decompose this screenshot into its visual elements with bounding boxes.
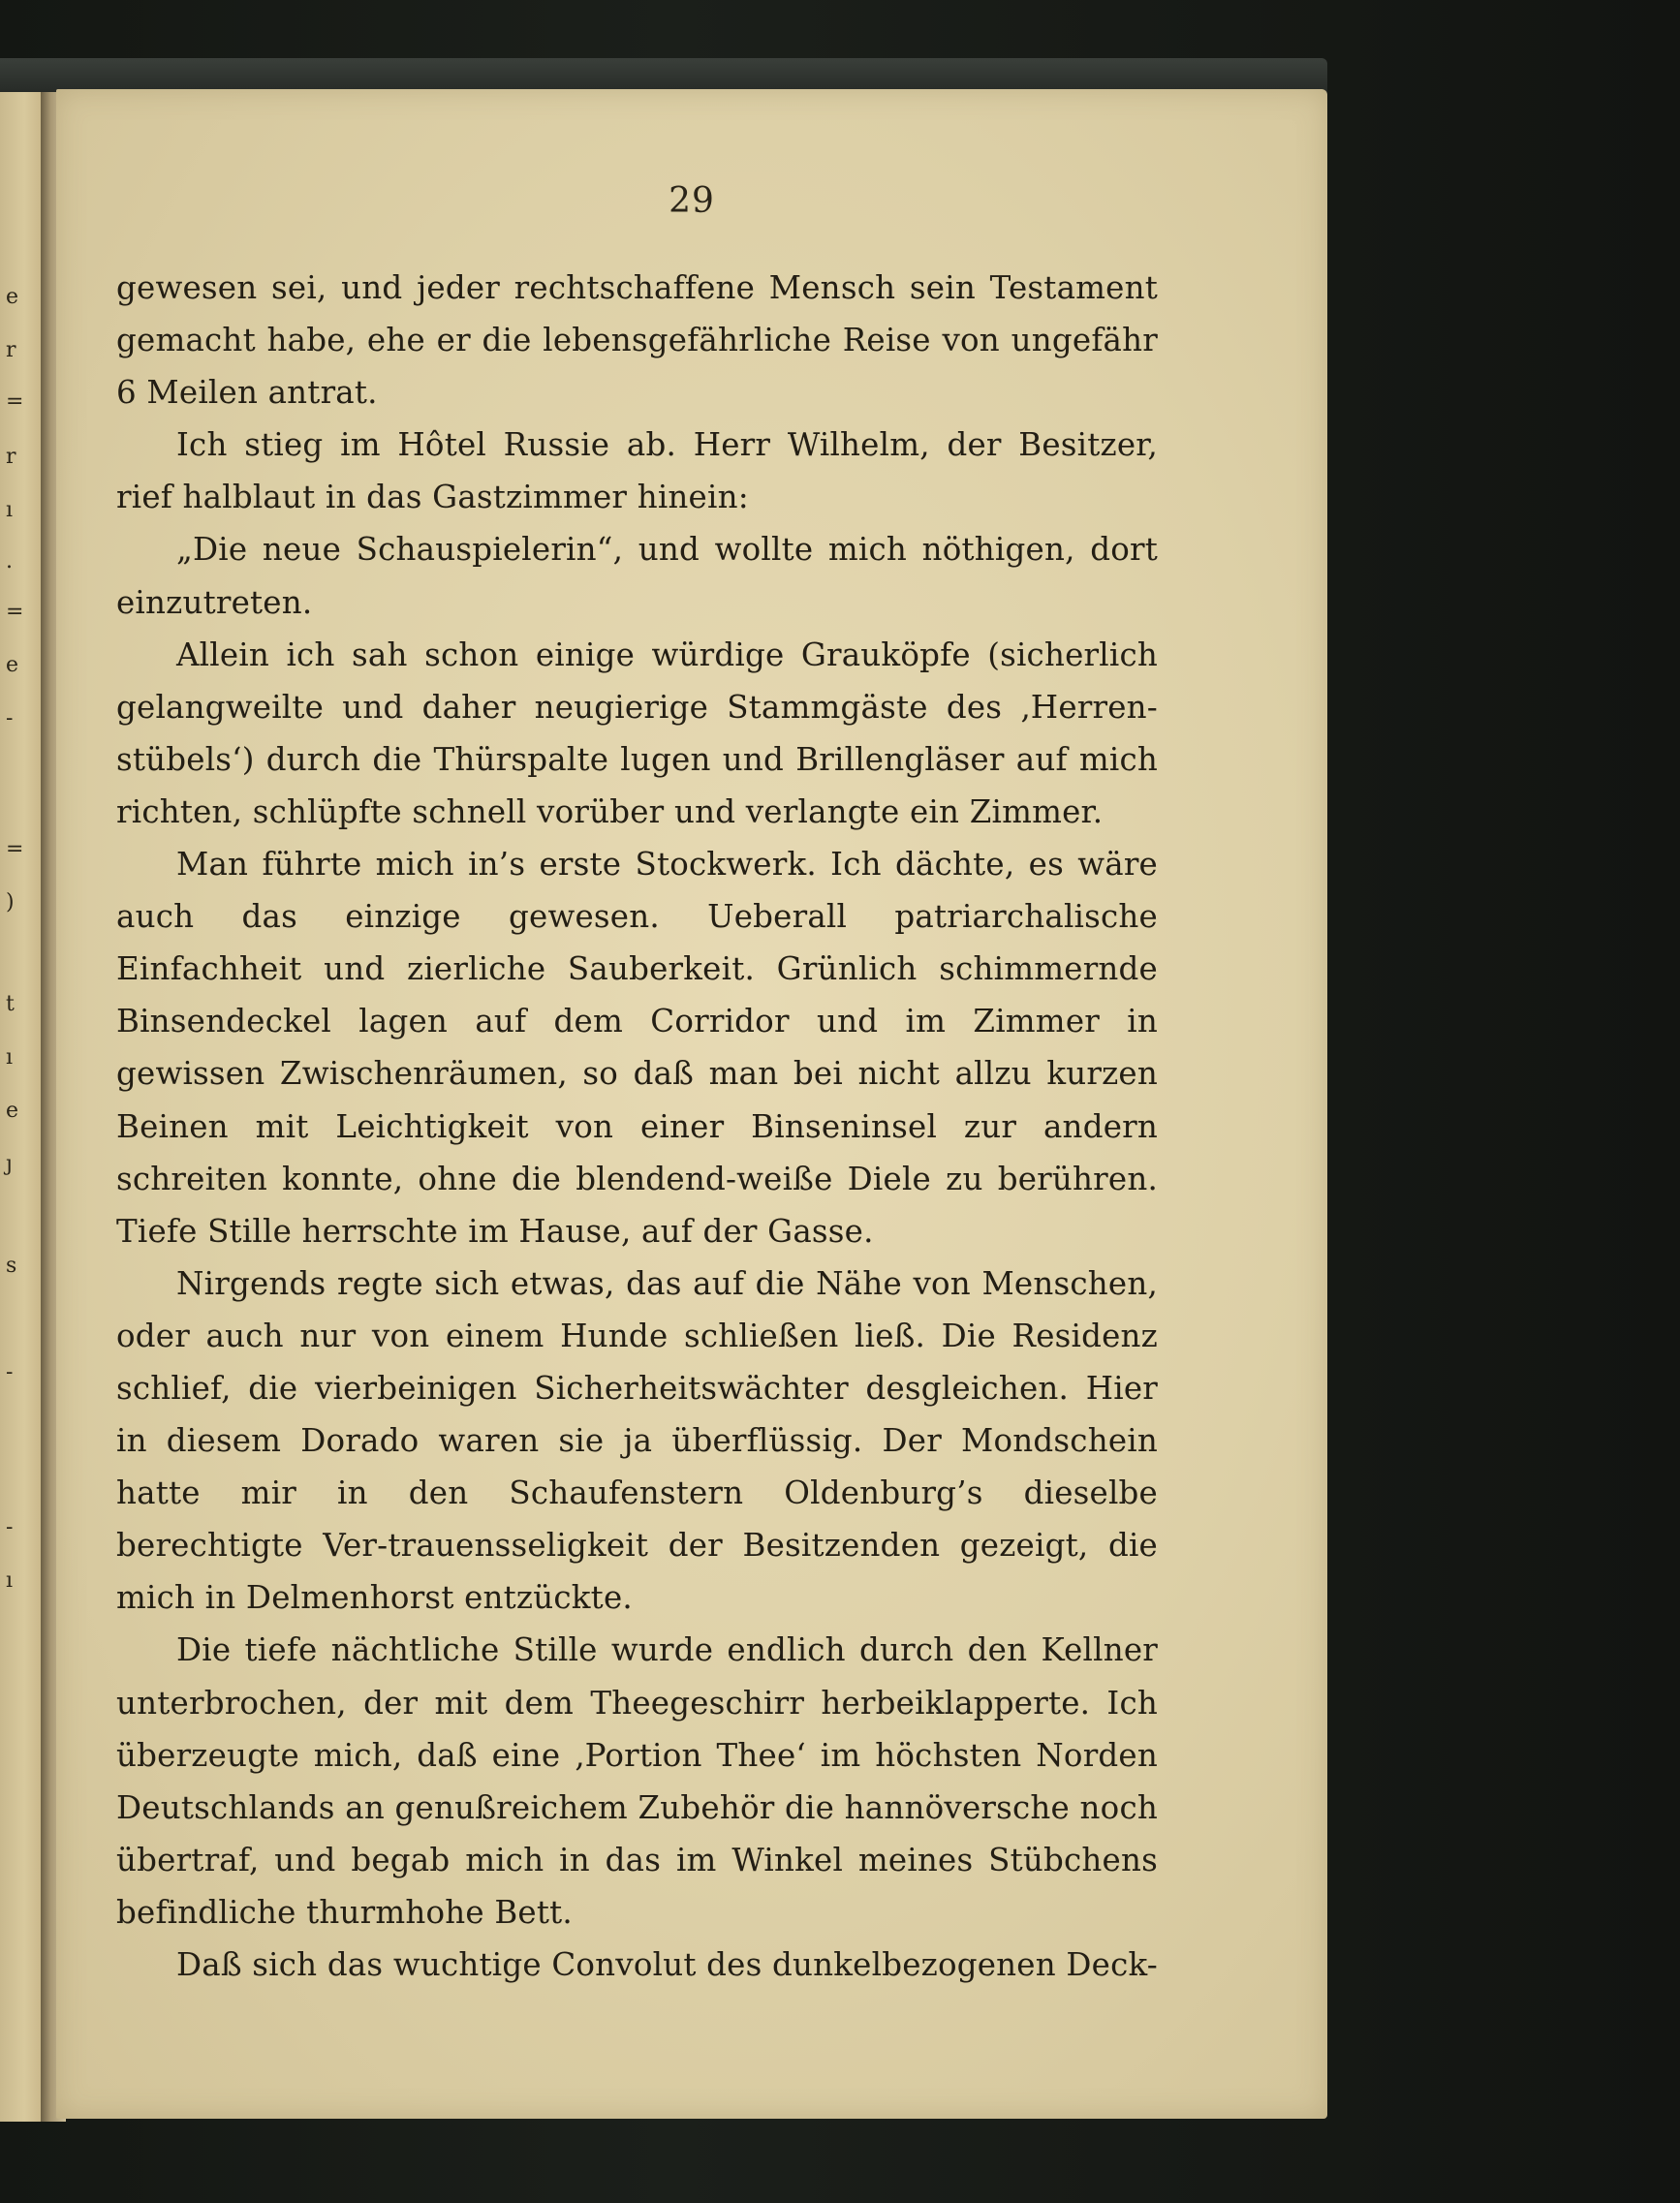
paragraph: Ich stieg im Hôtel Russie ab. Herr Wilhelm, der Besitzer, rief halblaut in das Gastzimmer hinein: [116, 426, 1158, 516]
paragraph: „Die neue Schauspielerin“, und wollte mich nöthigen, dort einzutreten. [116, 531, 1158, 621]
previous-page-glyph: = [6, 600, 24, 624]
paragraph: Die tiefe nächtliche Stille wurde endlich durch den Kellner unterbrochen, der mit dem Theegeschirr herbeiklapperte. Ich überzeugte mich, daß eine ‚Portion Thee‘ im höchsten Norden Deutschlands an genußreichem Zubehör die hannöversche noch übertraf, und begab mich in das im Winkel meines Stübchens befindliche thurmhohe Bett. [116, 1631, 1158, 1931]
body-text [116, 262, 1158, 1991]
previous-page-glyph: ı [6, 498, 14, 522]
previous-page-glyph: - [6, 1515, 14, 1539]
previous-page-glyph: r [6, 445, 16, 469]
previous-page-edge [0, 92, 43, 2122]
previous-page-glyph: r [6, 338, 16, 362]
previous-page-glyph: e [6, 653, 19, 677]
previous-page-glyph: ȷ [6, 1152, 13, 1176]
previous-page-glyph: = [6, 389, 24, 414]
previous-page-glyph: - [6, 706, 14, 730]
paragraph: gewesen sei, und jeder rechtschaffene Mensch sein Testament gemacht habe, ehe er die lebensgefährliche Reise von ungefähr 6 Meilen antrat. [116, 269, 1158, 412]
previous-page-glyph: ) [6, 890, 15, 915]
book-page [56, 89, 1327, 2119]
paragraph: Nirgends regte sich etwas, das auf die Nähe von Menschen, oder auch nur von einem Hunde schließen ließ. Die Residenz schlief, die vierbeinigen Sicherheitswächter desgleichen. Hier in diesem Dorado waren sie ja überflüssig. Der Mondschein hatte mir in den Schaufenstern Oldenburg’s dieselbe berechtigte Ver-trauensseligkeit der Besitzenden gezeigt, die mich in Delmenhorst entzückte. [116, 1264, 1158, 1617]
previous-page-glyph: ı [6, 1568, 14, 1593]
paragraph: Daß sich das wuchtige Convolut des dunkelbezogenen Deck- [176, 1946, 1158, 1983]
previous-page-glyph: s [6, 1254, 17, 1278]
previous-page-glyph: . [6, 549, 13, 574]
previous-page-glyph: - [6, 1360, 14, 1384]
page-number: 29 [669, 181, 715, 221]
previous-page-glyph: t [6, 992, 15, 1016]
paragraph: Man führte mich in’s erste Stockwerk. Ich dächte, es wäre auch das einzige gewesen. Ueberall patriarchalische Einfachheit und zierliche Sauberkeit. Grünlich schimmernde Binsendeckel lagen auf dem Corridor und im Zimmer in gewissen Zwischenräumen, so daß man bei nicht allzu kurzen Beinen mit Leichtigkeit von einer Binseninsel zur andern schreiten konnte, ohne die blendend-weiße Diele zu berühren. Tiefe Stille herrschte im Hause, auf der Gasse. [116, 846, 1158, 1250]
paragraph: Allein ich sah schon einige würdige Grauköpfe (sicherlich gelangweilte und daher neugierige Stammgäste des ‚Herren-stübels‘) durch die Thürspalte lugen und Brillengläser auf mich richten, schlüpfte schnell vorüber und verlangte ein Zimmer. [116, 636, 1158, 830]
previous-page-glyph: e [6, 285, 19, 309]
previous-page-glyph: = [6, 837, 24, 861]
previous-page-glyph: ı [6, 1045, 14, 1070]
previous-page-glyph: e [6, 1099, 19, 1123]
